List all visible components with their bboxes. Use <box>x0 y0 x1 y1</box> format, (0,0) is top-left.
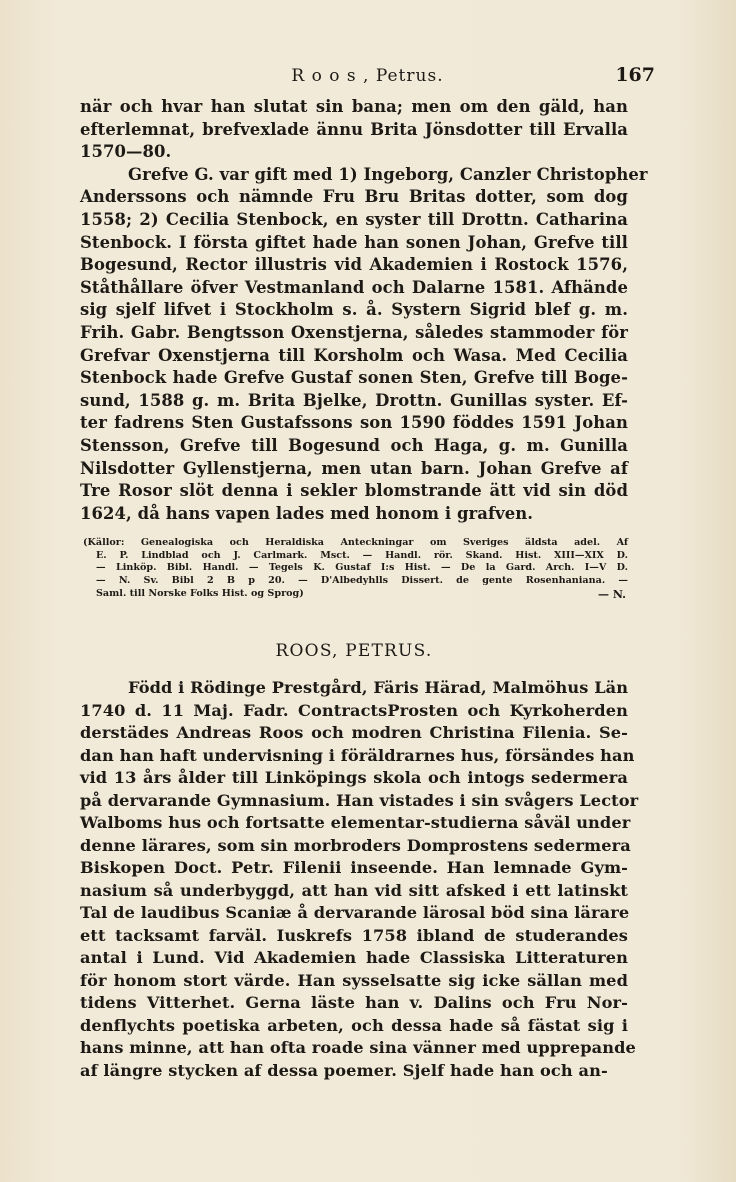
sources-note <box>80 537 628 601</box>
running-head <box>80 66 655 94</box>
text-line: Stenbock. I första giftet hade han sonen Johan, Grefve till <box>80 232 628 252</box>
section-heading: ROOS, PETRUS. <box>275 641 433 662</box>
text-line: denflychts poetiska arbeten, och dessa hade så fästat sig i <box>80 1015 628 1035</box>
text-line: tidens Vitterhet. Gerna läste han v. Dalins och Fru Nor- <box>80 993 628 1013</box>
running-head-title: R o o s , Petrus. <box>291 66 444 86</box>
sources-line: — Linköp. Bibl. Handl. — Tegels K. Gustaf I:s Hist. — De la Gard. Arch. I—V D. <box>96 562 628 574</box>
sources-line: (Källor: Genealogiska och Heraldiska Anteckningar om Sveriges äldsta adel. Af <box>83 537 628 549</box>
text-line: Tal de laudibus Scaniæ å dervarande lärosal böd sina lärare <box>80 903 630 923</box>
text-line: Biskopen Doct. Petr. Filenii inseende. Han lemnade Gym- <box>80 858 628 878</box>
text-line: hans minne, att han ofta roade sina vänner med upprepande <box>80 1038 636 1058</box>
text-line: ter fadrens Sten Gustafssons son 1590 föddes 1591 Johan <box>80 413 628 433</box>
text-line: när och hvar han slutat sin bana; men om den gäld, han <box>80 97 628 116</box>
text-line: Grefvar Oxenstjerna till Korsholm och Wasa. Med Cecilia <box>80 345 628 365</box>
text-line: sund, 1588 g. m. Brita Bjelke, Drottn. Gunillas syster. Ef- <box>80 390 628 410</box>
text-line: för honom stort värde. Han sysselsatte sig icke sällan med <box>80 970 628 990</box>
text-line: på dervarande Gymnasium. Han vistades i sin svågers Lector <box>80 790 639 810</box>
text-line: dan han haft undervisning i föräldrarnes hus, försändes han <box>80 745 635 765</box>
entry-continuation <box>80 96 648 525</box>
sources-line: — N. Sv. Bibl 2 B p 20. — D'Albedyhlls Dissert. de gente Rosenhaniana. — <box>96 575 628 587</box>
author-signature: — N. <box>597 588 626 602</box>
text-line: Stenbock hade Grefve Gustaf sonen Sten, Grefve till Boge- <box>80 368 628 388</box>
sources-line: E. P. Lindblad och J. Carlmark. Msct. — Handl. rör. Skand. Hist. XIII—XIX D. <box>96 549 628 561</box>
text-line: Nilsdotter Gyllenstjerna, men utan barn. Johan Grefve af <box>80 458 628 478</box>
text-line: Walboms hus och fortsatte elementar-studierna såväl under <box>80 813 631 833</box>
text-line: efterlemnat, brefvexlade ännu Brita Jönsdotter till Ervalla <box>80 119 628 139</box>
text-line: 1570—80. <box>80 142 172 162</box>
text-line: Frih. Gabr. Bengtsson Oxenstjerna, således stammoder för <box>80 322 628 342</box>
text-line: Bogesund, Rector illustris vid Akademien i Rostock 1576, <box>80 255 628 275</box>
text-line: Född i Rödinge Prestgård, Färis Härad, Malmöhus Län <box>128 678 629 698</box>
text-line: ett tacksamt farväl. Iuskrefs 1758 ibland de studerandes <box>80 925 628 945</box>
text-line: Ståthållare öfver Vestmanland och Dalarne 1581. Afhände <box>80 277 628 297</box>
text-line: af längre stycken af dessa poemer. Sjelf hade han och an- <box>80 1060 608 1080</box>
text-line: Anderssons och nämnde Fru Bru Britas dotter, som dog <box>80 187 628 207</box>
text-line: denne lärares, som sin morbroders Domprostens sedermera <box>80 835 631 855</box>
text-line: Tre Rosor slöt denna i sekler blomstrande ätt vid sin död <box>80 481 628 501</box>
text-line: sig sjelf lifvet i Stockholm s. å. Systern Sigrid blef g. m. <box>80 300 628 320</box>
text-line: 1740 d. 11 Maj. Fadr. ContractsProsten och Kyrkoherden <box>80 700 628 720</box>
text-line: vid 13 års ålder till Linköpings skola och intogs sedermera <box>80 768 628 788</box>
page-number: 167 <box>615 64 655 86</box>
text-line: derstädes Andreas Roos och modren Christina Filenia. Se- <box>80 723 628 743</box>
text-line: antal i Lund. Vid Akademien hade Classiska Litteraturen <box>80 948 628 968</box>
sources-line: Saml. till Norske Folks Hist. og Sprog) <box>96 587 304 599</box>
text-line: 1558; 2) Cecilia Stenbock, en syster till Drottn. Catharina <box>80 209 628 229</box>
entry-body <box>80 677 639 1082</box>
text-line: 1624, då hans vapen lades med honom i grafven. <box>80 503 534 523</box>
text-block <box>80 96 648 1082</box>
text-line: nasium så underbyggd, att han vid sitt afsked i ett latinskt <box>80 880 628 900</box>
text-line: Stensson, Grefve till Bogesund och Haga, g. m. Gunilla <box>80 435 628 455</box>
text-line: Grefve G. var gift med 1) Ingeborg, Canzler Christopher <box>128 164 648 184</box>
